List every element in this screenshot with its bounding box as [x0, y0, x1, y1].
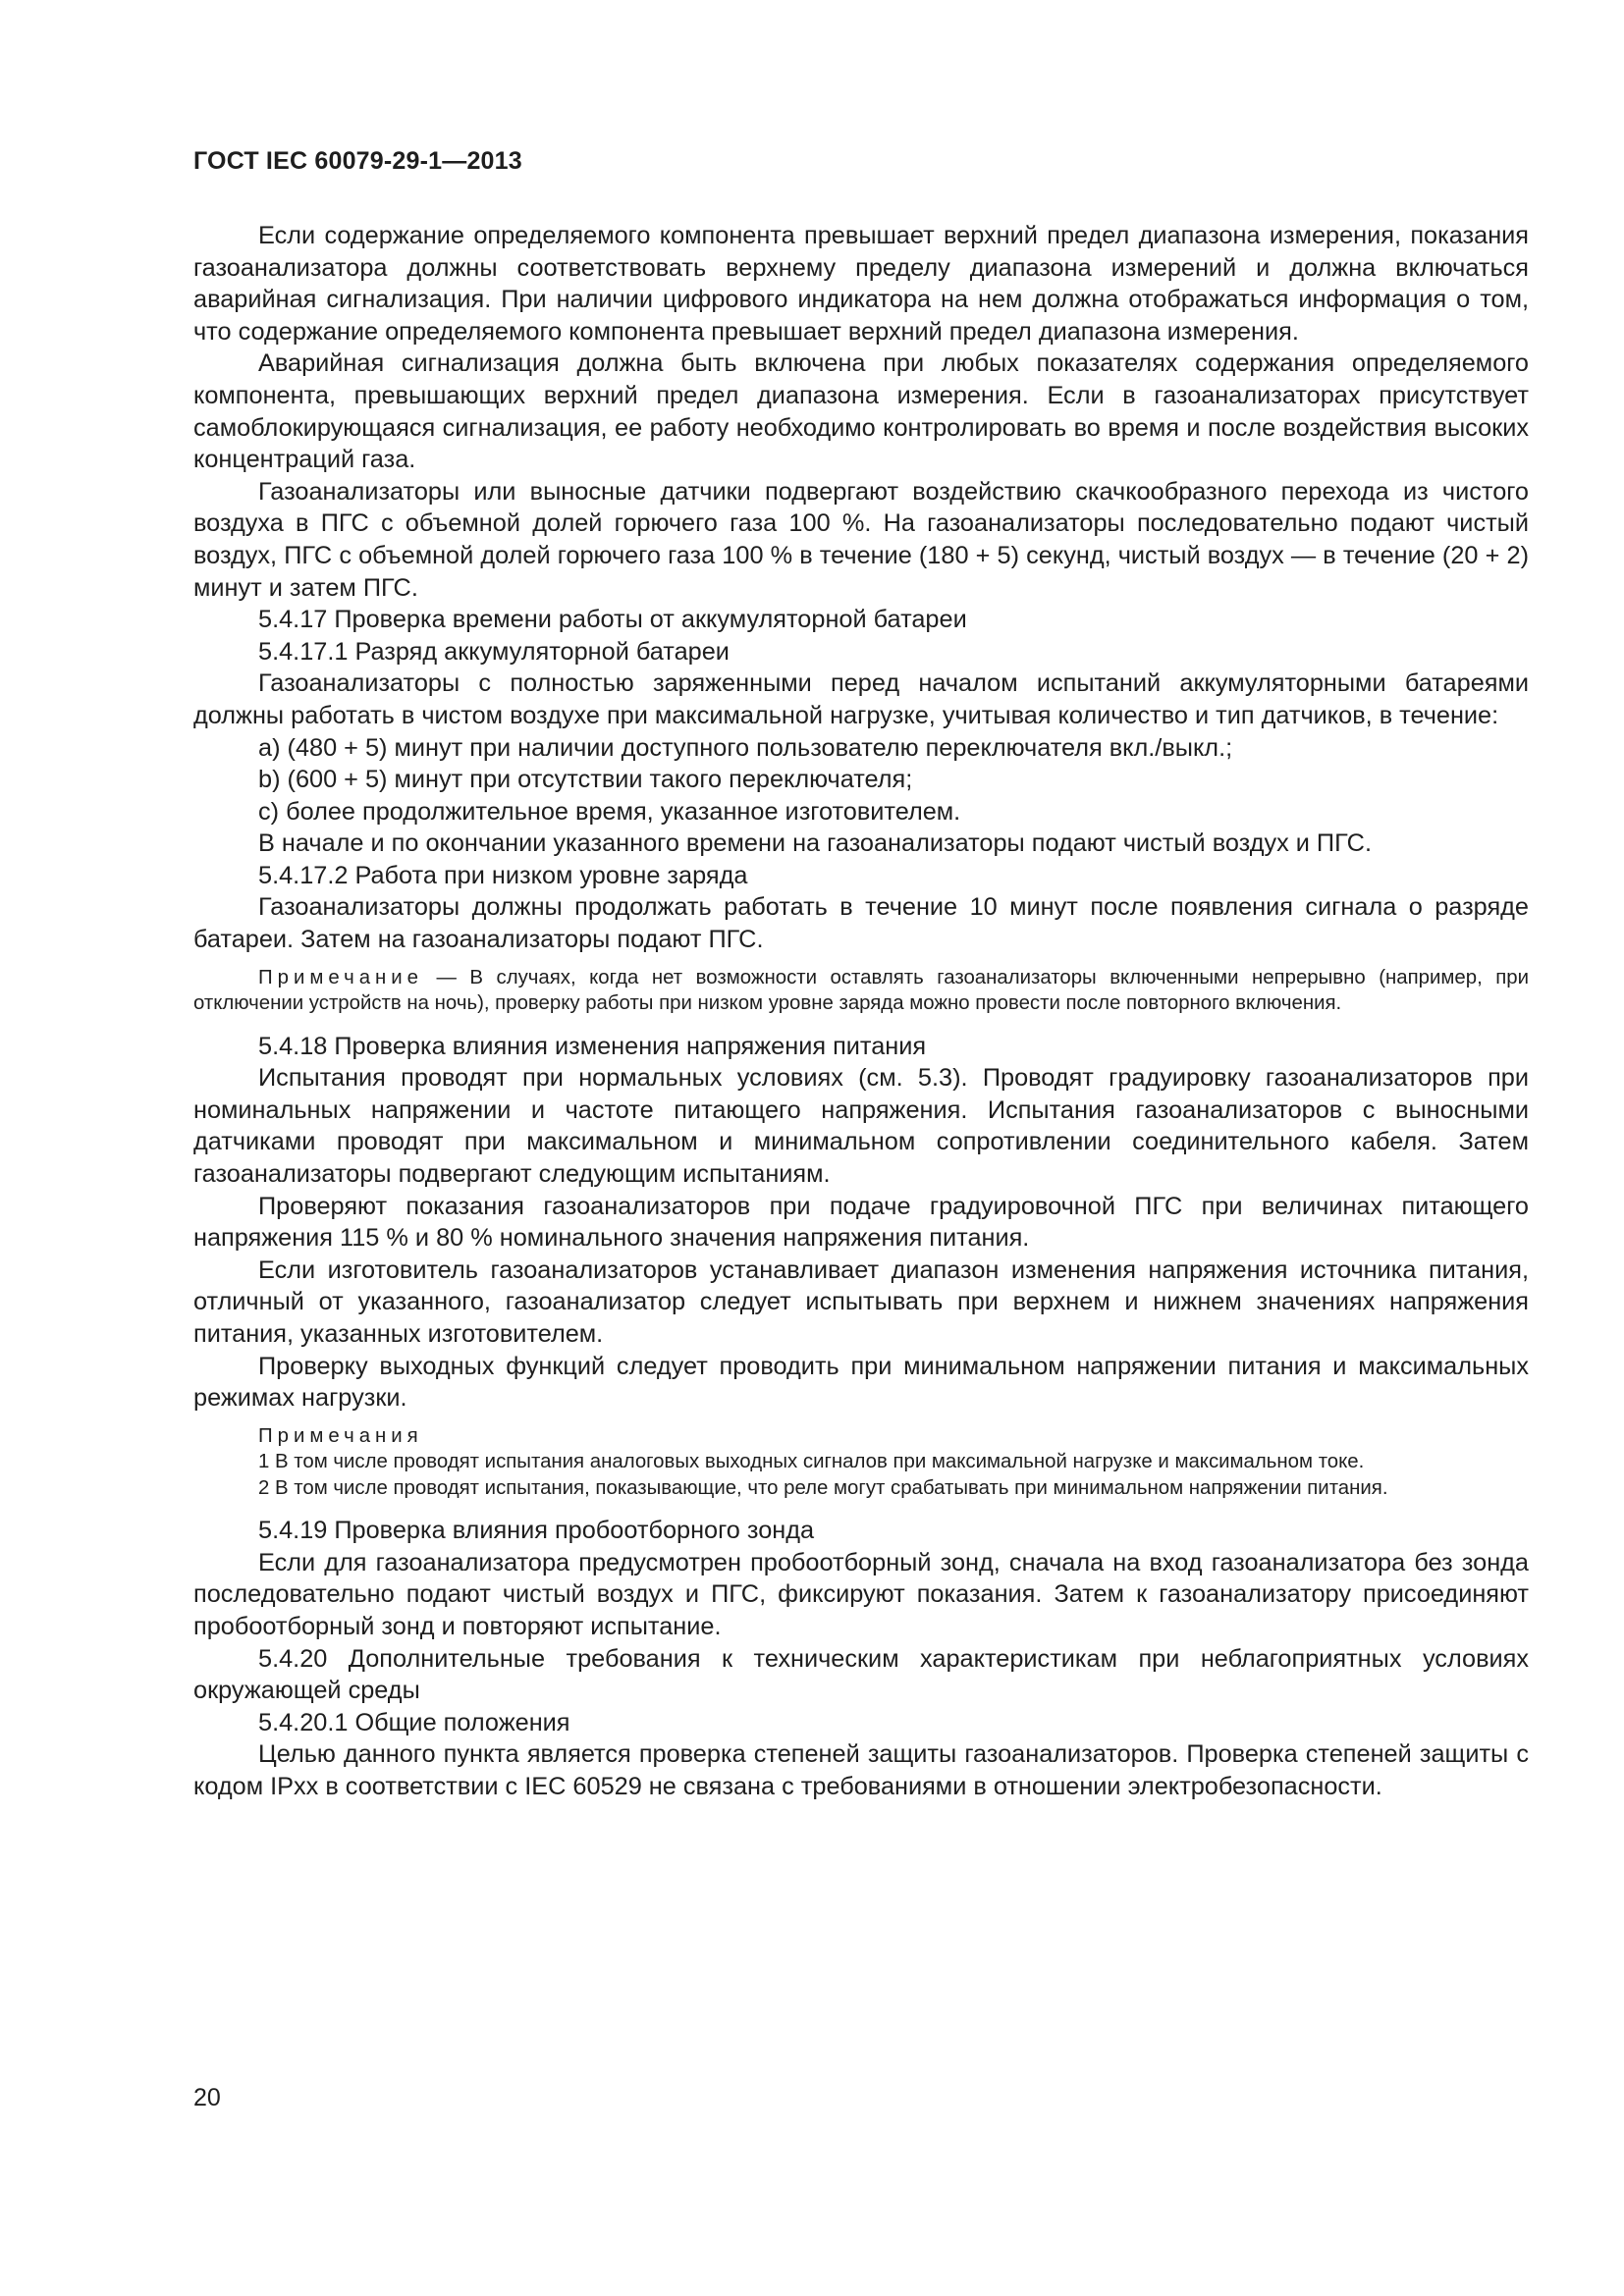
- list-item: b) (600 + 5) минут при отсутствии такого переключателя;: [258, 766, 913, 794]
- paragraph: Проверку выходных функций следует проводить при минимальном напряжении питания и максимальных режимах нагрузки.: [193, 1352, 1529, 1413]
- list-item: c) более продолжительное время, указанное изготовителем.: [258, 797, 961, 826]
- section-heading-5-4-20: 5.4.20 Дополнительные требования к техническим характеристикам при неблагоприятных условиях окружающей среды: [193, 1644, 1529, 1705]
- note-item: 2 В том числе проводят испытания, показывающие, что реле могут срабатывать при минимальном напряжении питания.: [258, 1476, 1388, 1499]
- paragraph: Проверяют показания газоанализаторов при подаче градуировочной ПГС при величинах питающего напряжения 115 % и 80 % номинального значения напряжения питания.: [193, 1192, 1529, 1253]
- paragraph: Газоанализаторы должны продолжать работать в течение 10 минут после появления сигнала о разряде батареи. Затем на газоанализаторы подают ПГС.: [193, 893, 1529, 954]
- section-heading-5-4-19: 5.4.19 Проверка влияния пробоотборного зонда: [258, 1517, 815, 1545]
- paragraph: Испытания проводят при нормальных условиях (см. 5.3). Проводят градуировку газоанализаторов при номинальных напряжении и частоте питающего напряжения. Испытания газоанализаторов с выносными датчиками проводят при максимальном и минимальном сопротивлении соединительного кабеля. Затем газоанализаторы подвергают следующим испытаниям.: [193, 1064, 1529, 1189]
- notes-block: [193, 1423, 1529, 1502]
- section-heading-5-4-17-1: 5.4.17.1 Разряд аккумуляторной батареи: [258, 637, 730, 666]
- paragraph: Если для газоанализатора предусмотрен пробоотборный зонд, сначала на вход газоанализатора без зонда последовательно подают чистый воздух и ПГС, фиксируют показания. Затем к газоанализатору присоединяют пробоотборный зонд и повторяют испытание.: [193, 1548, 1529, 1641]
- list-item: a) (480 + 5) минут при наличии доступного пользователю переключателя вкл./выкл.;: [258, 733, 1233, 762]
- paragraph: В начале и по окончании указанного времени на газоанализаторы подают чистый воздух и ПГС.: [258, 829, 1372, 858]
- notes-label: Примечания: [258, 1424, 423, 1447]
- note-label: Примечание: [258, 966, 424, 988]
- section-heading-5-4-17: 5.4.17 Проверка времени работы от аккумуляторной батареи: [258, 606, 967, 634]
- paragraph: Газоанализаторы или выносные датчики подвергают воздействию скачкообразного перехода из чистого воздуха в ПГС с объемной долей горючего газа 100 %. На газоанализаторы последовательно подают чистый воздух, ПГС с объемной долей горючего газа 100 % в течение (180 + 5) секунд, чистый воздух — в течение (20 + 2) минут и затем ПГС.: [193, 477, 1529, 602]
- document-header: ГОСТ IEC 60079-29-1—2013: [193, 147, 522, 175]
- note-block: [193, 965, 1529, 1017]
- section-heading-5-4-20-1: 5.4.20.1 Общие положения: [258, 1708, 570, 1736]
- note-item: 1 В том числе проводят испытания аналоговых выходных сигналов при максимальной нагрузке и максимальном токе.: [258, 1451, 1365, 1473]
- paragraph: Аварийная сигнализация должна быть включена при любых показателях содержания определяемого компонента, превышающих верхний предел диапазона измерения. Если в газоанализаторах присутствует самоблокирующаяся сигнализация, ее работу необходимо контролировать во время и после воздействия высоких концентраций газа.: [193, 349, 1529, 474]
- paragraph: Если изготовитель газоанализаторов устанавливает диапазон изменения напряжения источника питания, отличный от указанного, газоанализатор следует испытывать при верхнем и нижнем значениях напряжения питания, указанных изготовителем.: [193, 1255, 1529, 1348]
- note-text: — В случаях, когда нет возможности оставлять газоанализаторы включенными непрерывно (например, при отключении устройств на ночь), проверку работы при низком уровне заряда можно провести после повторного включения.: [193, 966, 1529, 1015]
- section-heading-5-4-18: 5.4.18 Проверка влияния изменения напряжения питания: [258, 1032, 927, 1060]
- paragraph: Если содержание определяемого компонента превышает верхний предел диапазона измерения, показания газоанализатора должны соответствовать верхнему пределу диапазона измерений и должна включаться аварийная сигнализация. При наличии цифрового индикатора на нем должна отображаться информация о том, что содержание определяемого компонента превышает верхний предел диапазона измерения.: [193, 222, 1529, 346]
- paragraph: Целью данного пункта является проверка степеней защиты газоанализаторов. Проверка степеней защиты с кодом IPxx в соответствии с IEC 60529 не связана с требованиями в отношении электробезопасности.: [193, 1740, 1529, 1801]
- page-body: [193, 220, 1529, 1803]
- paragraph: Газоанализаторы с полностью заряженными перед началом испытаний аккумуляторными батареями должны работать в чистом воздухе при максимальной нагрузке, учитывая количество и тип датчиков, в течение:: [193, 669, 1529, 729]
- page-number: 20: [193, 2084, 221, 2111]
- section-heading-5-4-17-2: 5.4.17.2 Работа при низком уровне заряда: [258, 861, 748, 889]
